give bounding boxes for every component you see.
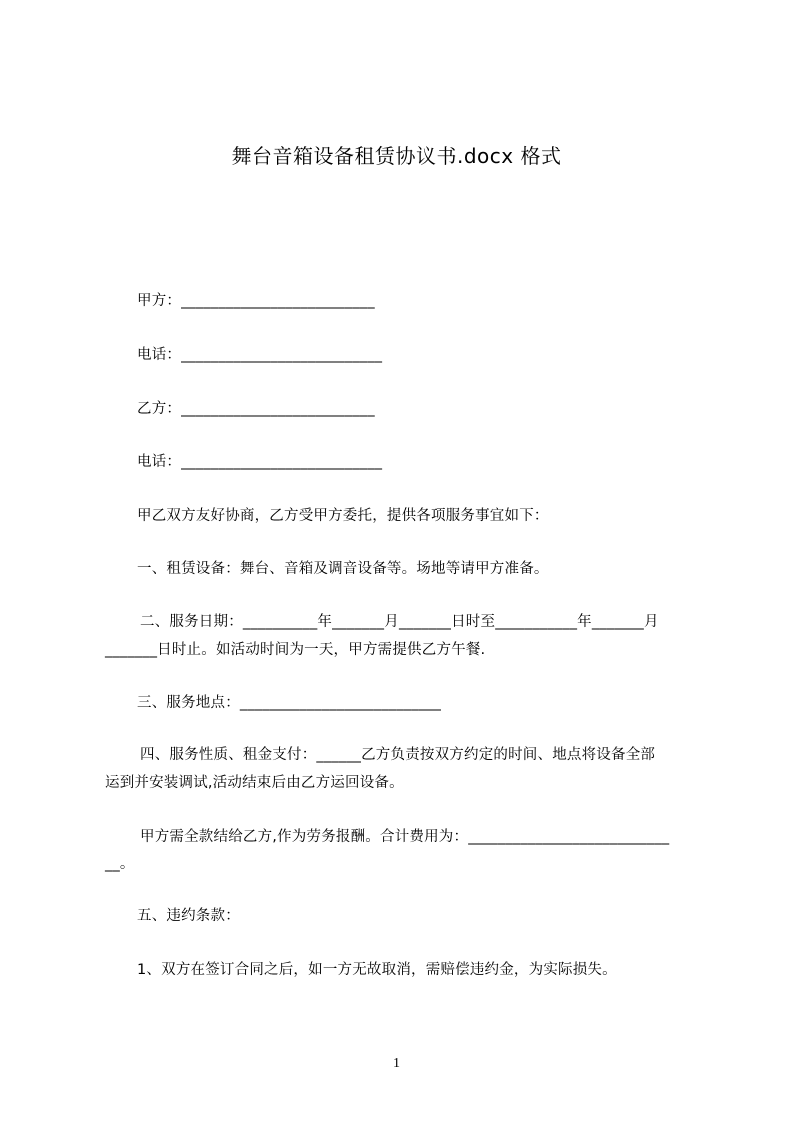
clause-4-line-1: 四、服务性质、租金支付：______乙方负责按双方约定的时间、地点将设备全部	[140, 747, 656, 763]
party-a-phone-blank: ___________________________	[181, 347, 383, 363]
clause-3: 三、服务地点：___________________________	[137, 695, 442, 711]
party-a-field	[137, 292, 375, 310]
clause-1: 一、租赁设备：舞台、音箱及调音设备等。场地等请甲方准备。	[137, 561, 549, 577]
party-a-label: 甲方：	[137, 293, 182, 309]
party-a-phone-label: 电话：	[137, 347, 182, 363]
page-number: 1	[393, 1056, 400, 1071]
party-b-label: 乙方：	[137, 401, 182, 417]
payment-line-2: __。	[105, 856, 135, 872]
party-b-field	[137, 400, 375, 418]
party-b-phone-label: 电话：	[137, 454, 182, 470]
party-b-blank: __________________________	[181, 401, 375, 417]
clause-5-heading: 五、违约条款：	[137, 908, 240, 924]
intro-paragraph: 甲乙双方友好协商，乙方受甲方委托，提供各项服务事宜如下：	[137, 508, 549, 524]
clause-2-line-1: 二、服务日期：__________年_______月_______日时至___________年_______月	[140, 614, 659, 630]
clause-2-line-2: _______日时止。如活动时间为一天，甲方需提供乙方午餐.	[105, 642, 486, 658]
clause-5-item-1: 1、双方在签订合同之后，如一方无故取消，需赔偿违约金，为实际损失。	[137, 962, 617, 978]
party-a-blank: __________________________	[181, 293, 375, 309]
party-b-phone-blank: ___________________________	[181, 454, 383, 470]
payment-line-1: 甲方需全款结给乙方,作为劳务报酬。合计费用为：___________________________	[140, 829, 670, 845]
party-b-phone-field	[137, 453, 382, 471]
party-a-phone-field	[137, 346, 382, 364]
clause-4-line-2: 运到并安装调试,活动结束后由乙方运回设备。	[105, 775, 404, 791]
document-title: 舞台音箱设备租赁协议书.docx 格式	[231, 144, 562, 168]
